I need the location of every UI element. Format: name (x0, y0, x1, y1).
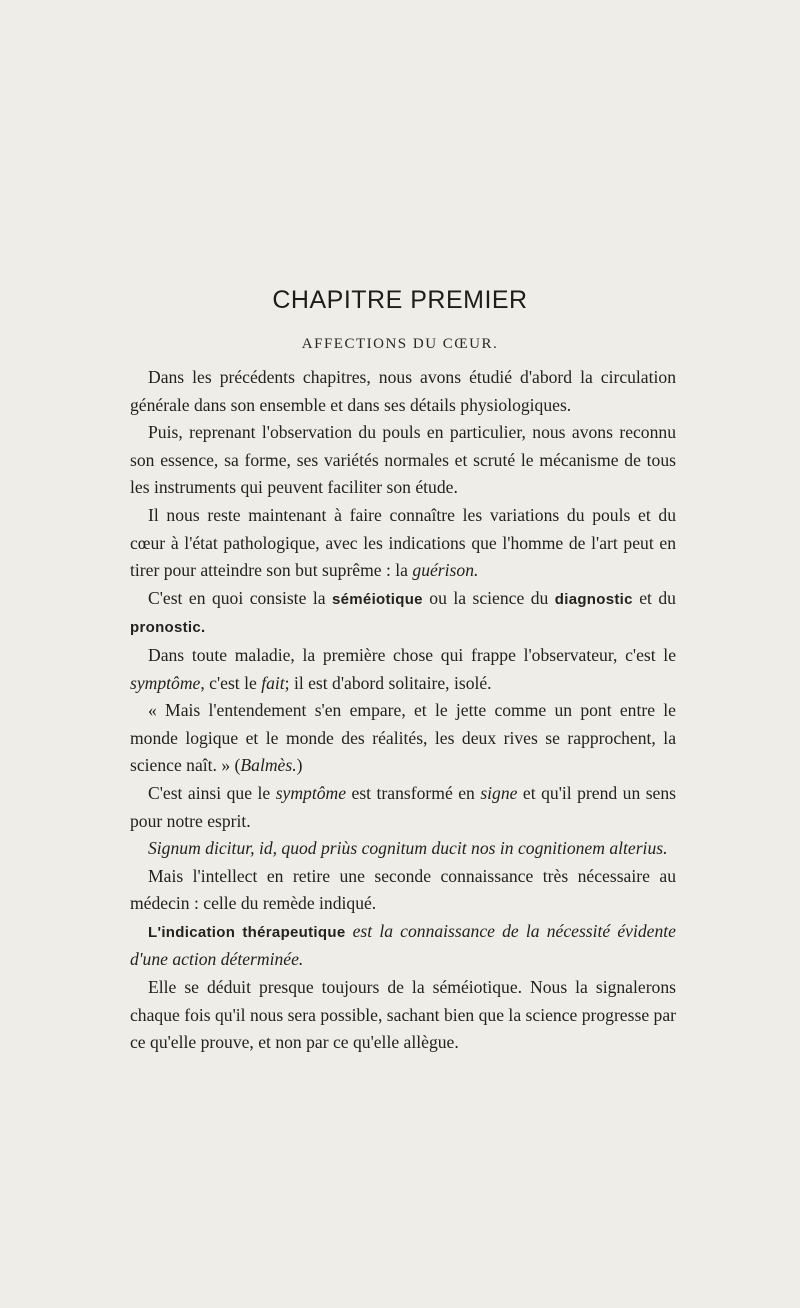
paragraph-5-text-3: ; il est d'abord solitaire, isolé. (284, 672, 492, 693)
term-semeiotique: séméiotique (332, 590, 423, 608)
paragraph-3 (130, 502, 676, 585)
paragraph-1: Dans les précédents chapitres, nous avons étudié d'abord la circulation générale dans son ensemble et dans ses détails physiologiques. (130, 367, 676, 415)
paragraph-4 (130, 585, 676, 642)
paragraph-7-text-2: est transformé en (346, 782, 481, 803)
paragraph-7-text: C'est ainsi que le (148, 782, 276, 803)
paragraph-10 (130, 918, 676, 974)
paragraph-11: Elle se déduit presque toujours de la séméiotique. Nous la signalerons chaque fois qu'il nous sera possible, sachant bien que la science progresse par ce qu'elle prouve, et non par ce qu'elle allègue. (130, 977, 676, 1053)
chapter-title: CHAPITRE PREMIER (272, 286, 528, 314)
term-indication-therapeutique: L'indication thérapeutique (148, 923, 346, 941)
paragraph-6-quote (130, 697, 676, 780)
term-signe: signe (480, 782, 518, 803)
paragraph-9: Mais l'intellect en retire une seconde connaissance très nécessaire au médecin : celle du remède indiqué. (130, 865, 676, 914)
term-guerison: guérison. (412, 560, 479, 581)
paragraph-10-definition: est la connaissance de la nécessité évidente d'une action déterminée. (130, 920, 676, 970)
quote-author: Balmès. (240, 755, 297, 776)
paragraph-4-text-3: et du (632, 587, 676, 608)
term-diagnostic: diagnostic (554, 590, 633, 608)
paragraph-5 (130, 642, 676, 697)
section-title: AFFECTIONS DU CŒUR. (301, 336, 499, 352)
body-text (130, 364, 676, 1057)
term-pronostic: pronostic. (130, 619, 206, 637)
term-fait: fait (261, 672, 285, 693)
paragraph-4-text: C'est en quoi consiste la (148, 587, 332, 608)
paragraph-8-latin (130, 835, 676, 863)
paragraph-2: Puis, reprenant l'observation du pouls en particulier, nous avons reconnu son essence, sa forme, ses variétés normales et scruté le mécanisme de tous les instruments qui peuvent faciliter son étude. (130, 422, 676, 498)
quote-close: ) (296, 755, 303, 776)
paragraph-5-text: Dans toute maladie, la première chose qui frappe l'observateur, c'est le (148, 644, 676, 665)
paragraph-7 (130, 780, 676, 835)
paragraph-4-text-2: ou la science du (422, 587, 555, 608)
paragraph-7-text-3: et qu'il prend un sens pour notre esprit. (130, 782, 677, 831)
latin-definition: Signum dicitur, id, quod priùs cognitum ducit nos in cognitionem alterius. (148, 838, 668, 859)
paragraph-5-text-2: , c'est le (200, 672, 262, 693)
term-symptome: symptôme (130, 672, 201, 693)
quote-text: « Mais l'entendement s'en empare, et le jette comme un pont entre le monde logique et le monde des réalités, les deux rives se rapprochent, la science naît. » ( (130, 700, 676, 776)
paragraph-3-text: Il nous reste maintenant à faire connaître les variations du pouls et du cœur à l'état pathologique, avec les indications que l'homme de l'art peut en tirer pour atteindre son but suprême : la (130, 504, 676, 581)
term-symptome-2: symptôme (275, 782, 347, 803)
